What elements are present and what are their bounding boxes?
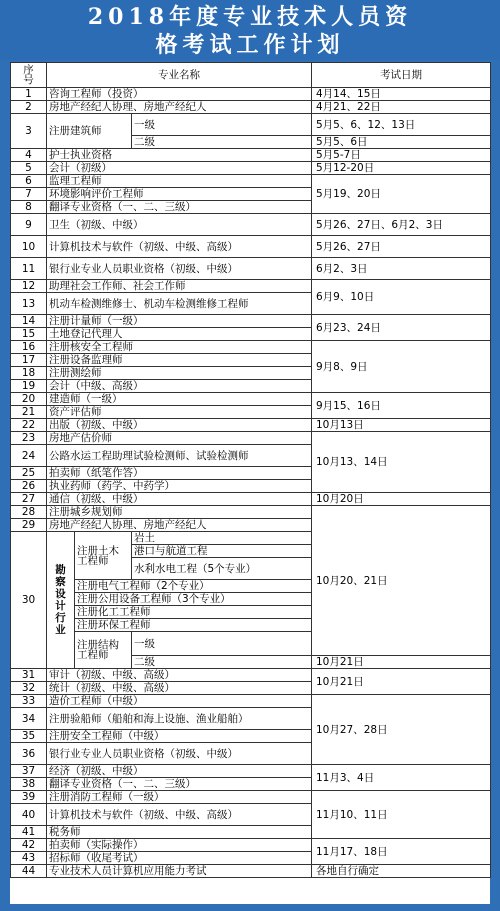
row-no: 11 — [11, 258, 47, 280]
exam-date: 11月10、11日 — [312, 791, 491, 839]
exam-date: 10月20日 — [312, 493, 491, 506]
row-no: 23 — [11, 432, 47, 445]
table-row — [11, 341, 491, 354]
exam-name: 土地登记代理人 — [47, 328, 312, 341]
row-no: 37 — [11, 765, 47, 778]
header-no: 序 号 — [11, 63, 47, 88]
exam-date: 9月8、9日 — [312, 341, 491, 393]
table-row — [11, 315, 491, 328]
exam-name: 税务师 — [47, 826, 312, 839]
table-row — [11, 419, 491, 432]
exam-name: 会计（中级、高级） — [47, 380, 312, 393]
table-row — [11, 865, 491, 878]
row-no: 27 — [11, 493, 47, 506]
table-row — [11, 258, 491, 280]
exam-date: 6月9、10日 — [312, 280, 491, 315]
row-no: 44 — [11, 865, 47, 878]
exam-date: 5月12-20日 — [312, 162, 491, 175]
row-no: 17 — [11, 354, 47, 367]
exam-date: 4月14、15日 — [312, 88, 491, 101]
table-row — [11, 765, 491, 778]
row-no: 41 — [11, 826, 47, 839]
group-label — [47, 532, 75, 669]
row-no: 3 — [11, 114, 47, 149]
exam-date: 5月19、20日 — [312, 175, 491, 214]
row-no: 28 — [11, 506, 47, 519]
exam-date: 5月5、6日 — [312, 136, 491, 149]
exam-name: 招标师（收尾考试） — [47, 852, 312, 865]
exam-name: 卫生（初级、中级） — [47, 214, 312, 236]
exam-name: 审计（初级、中级、高级） — [47, 669, 312, 682]
row-no: 6 — [11, 175, 47, 188]
exam-date: 10月21日 — [312, 669, 491, 695]
exam-date: 5月26、27日、6月2、3日 — [312, 214, 491, 236]
exam-name: 专业技术人员计算机应用能力考试 — [47, 865, 312, 878]
row-no: 20 — [11, 393, 47, 406]
row-no: 32 — [11, 682, 47, 695]
exam-date: 10月13、14日 — [312, 432, 491, 493]
row-no: 1 — [11, 88, 47, 101]
exam-date: 11月3、4日 — [312, 765, 491, 791]
exam-name: 翻译专业资格（一、二、三级） — [47, 778, 312, 791]
row-no: 8 — [11, 201, 47, 214]
table-row — [11, 839, 491, 852]
exam-date: 10月21日 — [312, 656, 491, 669]
table-row — [11, 695, 491, 708]
table-row — [11, 493, 491, 506]
table-row — [11, 432, 491, 445]
row-no: 2 — [11, 101, 47, 114]
exam-sub-level: 二级 — [132, 136, 312, 149]
exam-name: 银行业专业人员职业资格（初级、中级） — [47, 743, 312, 765]
exam-sub-level: 岩土 — [132, 532, 312, 545]
row-no: 42 — [11, 839, 47, 852]
row-no: 36 — [11, 743, 47, 765]
exam-schedule-table — [10, 62, 491, 878]
exam-date: 5月5-7日 — [312, 149, 491, 162]
exam-date: 10月13日 — [312, 419, 491, 432]
exam-name: 注册计量师（一级） — [47, 315, 312, 328]
exam-name: 注册核安全工程师 — [47, 341, 312, 354]
exam-sub-level: 港口与航道工程 — [132, 545, 312, 558]
row-no: 19 — [11, 380, 47, 393]
row-no: 25 — [11, 467, 47, 480]
exam-name: 机动车检测维修士、机动车检测维修工程师 — [47, 293, 312, 315]
row-no: 38 — [11, 778, 47, 791]
exam-date: 11月17、18日 — [312, 839, 491, 865]
exam-name: 注册消防工程师（一级） — [47, 791, 312, 804]
row-no: 5 — [11, 162, 47, 175]
exam-date: 10月27、28日 — [312, 695, 491, 765]
table-row — [11, 393, 491, 406]
exam-name: 建造师（一级） — [47, 393, 312, 406]
header-name: 专业名称 — [47, 63, 312, 88]
exam-name: 护士执业资格 — [47, 149, 312, 162]
table-row — [11, 101, 491, 114]
table-row — [11, 791, 491, 804]
exam-name: 注册安全工程师（中级） — [47, 730, 312, 743]
row-no: 13 — [11, 293, 47, 315]
exam-name: 注册公用设备工程师（3个专业） — [75, 593, 312, 606]
table-row — [11, 669, 491, 682]
table-row — [11, 236, 491, 258]
exam-date: 6月2、3日 — [312, 258, 491, 280]
table-row — [11, 214, 491, 236]
exam-name: 公路水运工程助理试验检测师、试验检测师 — [47, 445, 312, 467]
exam-name: 统计（初级、中级、高级） — [47, 682, 312, 695]
table-row — [11, 88, 491, 101]
exam-name: 翻译专业资格（一、二、三级） — [47, 201, 312, 214]
row-no: 39 — [11, 791, 47, 804]
exam-name: 注册环保工程师 — [75, 619, 312, 632]
exam-name: 造价工程师（中级） — [47, 695, 312, 708]
row-no: 15 — [11, 328, 47, 341]
exam-date: 5月26、27日 — [312, 236, 491, 258]
exam-name: 房地产经纪人协理、房地产经纪人 — [47, 519, 312, 532]
row-no: 26 — [11, 480, 47, 493]
row-no: 21 — [11, 406, 47, 419]
exam-name: 拍卖师（实际操作） — [47, 839, 312, 852]
exam-sub-level: 二级 — [132, 656, 312, 669]
page-header — [0, 0, 500, 60]
exam-sub-level: 一级 — [132, 114, 312, 136]
table-row — [11, 162, 491, 175]
row-no: 33 — [11, 695, 47, 708]
row-no: 4 — [11, 149, 47, 162]
exam-name: 注册结构工程师 — [75, 632, 132, 669]
exam-name: 注册验船师（船舶和海上设施、渔业船舶） — [47, 708, 312, 730]
exam-date: 9月15、16日 — [312, 393, 491, 419]
exam-name: 环境影响评价工程师 — [47, 188, 312, 201]
exam-name: 注册建筑师 — [47, 114, 132, 149]
group-label-text: 勘察设计行业 — [55, 564, 66, 636]
exam-name: 执业药师（药学、中药学） — [47, 480, 312, 493]
exam-name: 经济（初级、中级） — [47, 765, 312, 778]
row-no: 24 — [11, 445, 47, 467]
exam-name: 出版（初级、中级） — [47, 419, 312, 432]
schedule-sheet — [10, 62, 490, 904]
row-no: 31 — [11, 669, 47, 682]
exam-name: 资产评估师 — [47, 406, 312, 419]
exam-name: 助理社会工作师、社会工作师 — [47, 280, 312, 293]
row-no: 10 — [11, 236, 47, 258]
exam-name: 注册土木工程师 — [75, 532, 132, 580]
title-line-1: 2018年度专业技术人员资 — [87, 4, 413, 30]
table-row — [11, 280, 491, 293]
exam-name: 会计（初级） — [47, 162, 312, 175]
exam-name: 咨询工程师（投资） — [47, 88, 312, 101]
row-no: 18 — [11, 367, 47, 380]
row-no: 22 — [11, 419, 47, 432]
row-no: 34 — [11, 708, 47, 730]
exam-name: 通信（初级、中级） — [47, 493, 312, 506]
row-no: 16 — [11, 341, 47, 354]
exam-date: 4月21、22日 — [312, 101, 491, 114]
exam-name: 计算机技术与软件（初级、中级、高级） — [47, 804, 312, 826]
header-date: 考试日期 — [312, 63, 491, 88]
exam-name: 计算机技术与软件（初级、中级、高级） — [47, 236, 312, 258]
table-row — [11, 149, 491, 162]
row-no: 40 — [11, 804, 47, 826]
exam-name: 注册城乡规划师 — [47, 506, 312, 519]
exam-name: 注册电气工程师（2个专业） — [75, 580, 312, 593]
exam-name: 监理工程师 — [47, 175, 312, 188]
table-row — [11, 506, 491, 519]
exam-name: 注册测绘师 — [47, 367, 312, 380]
title-line-2: 格考试工作计划 — [155, 32, 345, 58]
row-no: 43 — [11, 852, 47, 865]
exam-date: 5月5、6、12、13日 — [312, 114, 491, 136]
exam-date: 10月20、21日 — [312, 506, 491, 656]
exam-name: 注册设备监理师 — [47, 354, 312, 367]
table-header-row — [11, 63, 491, 88]
row-no: 14 — [11, 315, 47, 328]
exam-date: 6月23、24日 — [312, 315, 491, 341]
exam-date: 各地自行确定 — [312, 865, 491, 878]
exam-name: 房地产估价师 — [47, 432, 312, 445]
exam-name: 注册化工工程师 — [75, 606, 312, 619]
exam-sub-level: 水利水电工程（5个专业） — [132, 558, 312, 580]
row-no: 35 — [11, 730, 47, 743]
row-no: 12 — [11, 280, 47, 293]
exam-name: 拍卖师（纸笔作答） — [47, 467, 312, 480]
row-no: 29 — [11, 519, 47, 532]
row-no: 9 — [11, 214, 47, 236]
table-row — [11, 114, 491, 136]
row-no: 30 — [11, 532, 47, 669]
exam-name: 房地产经纪人协理、房地产经纪人 — [47, 101, 312, 114]
exam-name: 银行业专业人员职业资格（初级、中级） — [47, 258, 312, 280]
exam-sub-level: 一级 — [132, 632, 312, 656]
row-no: 7 — [11, 188, 47, 201]
table-row — [11, 175, 491, 188]
